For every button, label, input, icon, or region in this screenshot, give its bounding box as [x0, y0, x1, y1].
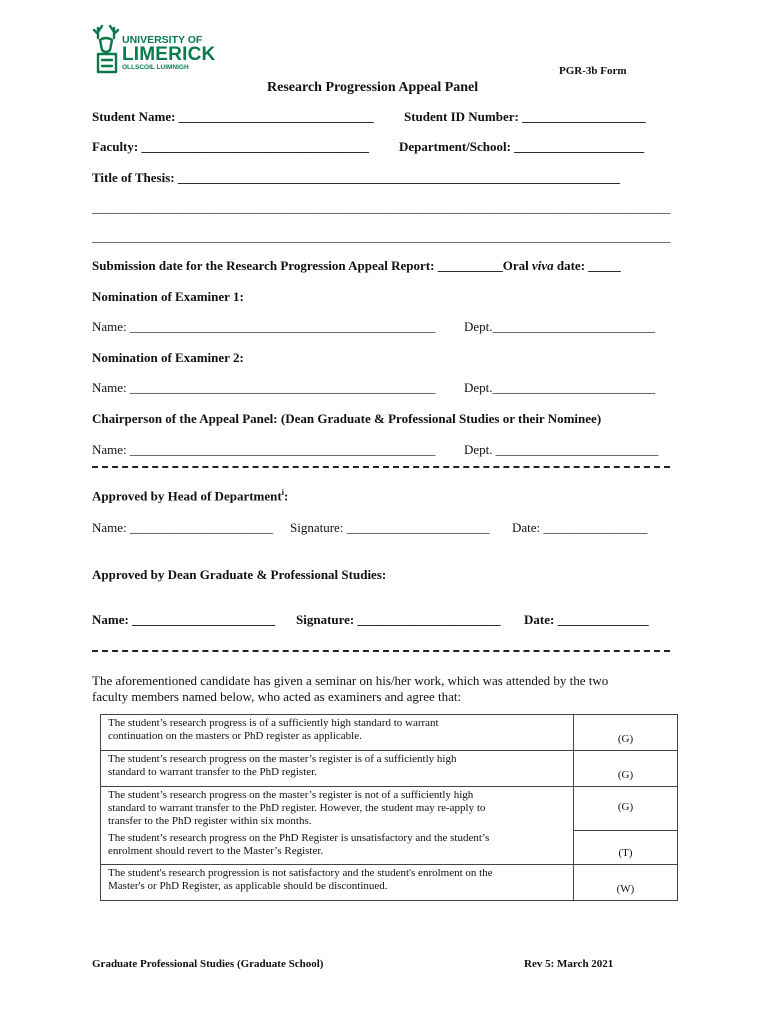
examiner-1-name-field[interactable]: Name: _______________________________________________ — [92, 319, 436, 334]
outcome-code-cell[interactable]: (G) — [574, 715, 678, 751]
student-name-field[interactable]: Student Name: ______________________________ — [92, 109, 374, 124]
hod-approval-heading — [92, 488, 288, 504]
outcome-code-cell[interactable]: (G) — [574, 751, 678, 787]
logo-stag-icon — [92, 24, 122, 76]
outcome-statement — [101, 715, 574, 751]
outcome-code-cell[interactable]: (T) — [574, 830, 678, 864]
outcome-text-line: continuation on the masters or PhD register as applicable. — [108, 730, 362, 742]
thesis-title-field[interactable]: Title of Thesis: ____________________________________________________________________ — [92, 170, 620, 185]
dean-name-field[interactable]: Name: ______________________ — [92, 612, 276, 627]
student-id-field[interactable]: Student ID Number: ___________________ — [404, 109, 646, 124]
chairperson-name-field[interactable]: Name: _______________________________________________ — [92, 442, 436, 457]
outcome-statement — [101, 830, 574, 864]
dean-signature-field[interactable]: Signature: ______________________ — [296, 612, 501, 627]
page-title: Research Progression Appeal Panel — [267, 80, 479, 95]
statement-line-1: The aforementioned candidate has given a seminar on his/her work, which was attended by the two — [92, 673, 609, 688]
outcome-text-line: The student’s research progress is of a sufficiently high standard to warrant — [108, 717, 439, 729]
examiner-1-dept-field[interactable]: Dept._________________________ — [464, 319, 656, 334]
footer-left: Graduate Professional Studies (Graduate School) — [92, 958, 324, 970]
outcome-text-line: The student’s research progress on the master’s register is of a sufficiently high — [108, 753, 457, 765]
hod-approval-colon: : — [283, 488, 289, 504]
examiner-1-heading: Nomination of Examiner 1: — [92, 289, 244, 304]
outcome-text-line: standard to warrant transfer to the PhD register. However, the student may re-apply to — [108, 802, 486, 814]
logo-line-1: UNIVERSITY OF — [122, 34, 203, 46]
university-logo — [92, 22, 222, 78]
logo-line-2: LIMERICK — [122, 44, 216, 65]
examiner-2-name-field[interactable]: Name: _______________________________________________ — [92, 380, 436, 395]
outcome-text-line: Master's or PhD Register, as applicable should be discontinued. — [108, 879, 388, 892]
outcome-statement — [101, 864, 574, 900]
hod-name-field[interactable]: Name: ______________________ — [92, 520, 273, 535]
outcome-text-line: transfer to the PhD register within six months. — [108, 815, 312, 827]
dean-approval-heading: Approved by Dean Graduate & Professional Studies: — [92, 567, 387, 582]
chairperson-heading: Chairperson of the Appeal Panel: (Dean Graduate & Professional Studies or their Nominee) — [92, 411, 602, 426]
section-divider-2 — [92, 650, 670, 652]
hod-approval-label: Approved by Head of Department — [92, 488, 282, 504]
table-row — [101, 864, 678, 900]
examiner-2-heading: Nomination of Examiner 2: — [92, 350, 244, 365]
table-row — [101, 787, 678, 831]
dean-date-field[interactable]: Date: ______________ — [524, 612, 649, 627]
outcome-text-line: The student’s research progress on the master’s register is not of a sufficiently high — [108, 789, 474, 801]
section-divider-1 — [92, 466, 670, 468]
outcome-code-cell[interactable]: (W) — [574, 864, 678, 900]
submission-date-field[interactable] — [92, 258, 621, 274]
thesis-title-line-2[interactable]: _________________________________________________________________________________________ — [92, 200, 671, 215]
footnote-mark: i — [281, 488, 284, 497]
outcome-statement — [101, 751, 574, 787]
table-row — [101, 751, 678, 787]
table-row — [101, 830, 678, 864]
hod-date-field[interactable]: Date: ________________ — [512, 520, 648, 535]
faculty-field[interactable]: Faculty: ___________________________________ — [92, 139, 369, 154]
statement-line-2: faculty members named below, who acted as examiners and agree that: — [92, 689, 462, 704]
table-row — [101, 715, 678, 751]
logo-line-3: OLLSCOIL LUIMNIGH — [122, 64, 189, 71]
outcomes-table — [100, 714, 678, 901]
chairperson-dept-field[interactable]: Dept. _________________________ — [464, 442, 659, 457]
footer-right: Rev 5: March 2021 — [524, 958, 614, 970]
oral-viva-date-label: date: _____ — [553, 258, 621, 273]
outcome-code-cell[interactable]: (G) — [574, 787, 678, 831]
outcome-text-line: standard to warrant transfer to the PhD register. — [108, 766, 317, 778]
viva-word: viva — [531, 258, 554, 273]
outcome-statement — [101, 787, 574, 831]
outcome-text-line: enrolment should revert to the Master’s Register. — [108, 845, 324, 857]
outcome-text-line: The student’s research progress on the PhD Register is unsatisfactory and the student’s — [108, 832, 490, 844]
form-code: PGR-3b Form — [559, 65, 627, 77]
examiner-2-dept-field[interactable]: Dept._________________________ — [464, 380, 656, 395]
submission-date-label: Submission date for the Research Progression Appeal Report: __________Oral — [92, 258, 532, 273]
thesis-title-line-3[interactable]: _________________________________________________________________________________________ — [92, 229, 671, 244]
hod-signature-field[interactable]: Signature: ______________________ — [290, 520, 490, 535]
outcome-text-line: The student's research progression is not satisfactory and the student's enrolment on the — [108, 866, 493, 879]
department-school-field[interactable]: Department/School: ____________________ — [399, 139, 645, 154]
